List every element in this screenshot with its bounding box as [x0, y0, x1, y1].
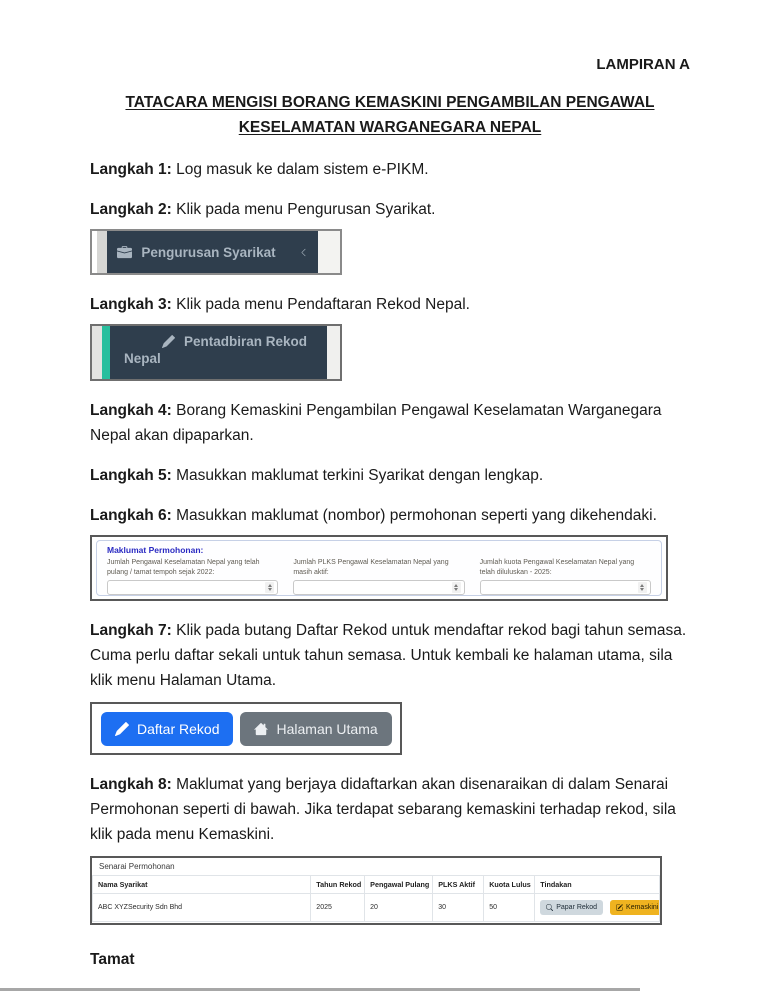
table-header-row	[93, 876, 660, 894]
title-line-1: TATACARA MENGISI BORANG KEMASKINI PENGAMBILAN PENGAWAL	[125, 94, 655, 111]
step-8-label: Langkah 8:	[90, 776, 172, 793]
number-input-pulang[interactable]	[107, 580, 278, 595]
cell-nama-syarikat: ABC XYZSecurity Sdn Bhd	[93, 894, 311, 922]
screenshot-menu-pengurusan-syarikat	[90, 229, 342, 275]
step-8	[90, 772, 690, 847]
field-label: Jumlah kuota Pengawal Keselamatan Nepal yang telah diluluskan - 2025:	[479, 559, 635, 576]
step-7-text: Klik pada butang Daftar Rekod untuk mendaftar rekod bagi tahun semasa. Cuma perlu daftar sekali untuk tahun semasa. Untuk kembali ke halaman utama, sila klik menu Halaman Utama.	[90, 622, 687, 689]
pencil-icon	[115, 722, 129, 736]
table-row	[93, 894, 660, 922]
number-input-plks-aktif[interactable]	[293, 580, 464, 595]
step-6-text: Masukkan maklumat (nombor) permohonan seperti yang dikehendaki.	[171, 507, 657, 524]
form-panel	[96, 540, 662, 596]
form-section-title: Maklumat Permohonan:	[107, 545, 204, 555]
step-1	[90, 157, 690, 182]
button-label: Daftar Rekod	[137, 720, 220, 737]
field-label: Jumlah Pengawal Keselamatan Nepal yang telah pulang / tamat tempoh sejak 2022:	[107, 559, 260, 576]
col-nama-syarikat: Nama Syarikat	[93, 876, 311, 894]
step-3-text: Klik pada menu Pendaftaran Rekod Nepal.	[171, 296, 470, 313]
halaman-utama-button[interactable]	[240, 712, 391, 746]
step-5	[90, 463, 690, 488]
form-field-pulang	[107, 558, 278, 595]
cell-pengawal-pulang: 20	[365, 894, 433, 922]
step-1-label: Langkah 1:	[90, 161, 172, 178]
screenshot-senarai-permohonan	[90, 856, 662, 925]
pencil-square-icon	[616, 904, 623, 911]
button-label: Papar Rekod	[556, 904, 598, 911]
screenshot-gray-strip	[92, 326, 102, 379]
spinner-down-icon	[640, 588, 644, 591]
cell-plks-aktif: 30	[433, 894, 484, 922]
step-4-label: Langkah 4:	[90, 402, 172, 419]
screenshot-action-buttons	[90, 702, 402, 755]
step-7	[90, 618, 690, 693]
papar-rekod-button[interactable]	[540, 900, 603, 915]
spinner-down-icon	[268, 588, 272, 591]
col-tindakan: Tindakan	[535, 876, 660, 894]
number-input-kuota[interactable]	[480, 580, 651, 595]
number-spinner[interactable]	[452, 582, 461, 593]
senarai-table	[92, 875, 660, 922]
step-3-label: Langkah 3:	[90, 296, 172, 313]
title-line-2: KESELAMATAN WARGANEGARA NEPAL	[238, 119, 542, 136]
step-5-label: Langkah 5:	[90, 467, 172, 484]
cell-tindakan	[535, 894, 660, 922]
step-5-text: Masukkan maklumat terkini Syarikat dengan lengkap.	[171, 467, 544, 484]
menu-label-line1: Pentadbiran Rekod	[184, 334, 308, 349]
kemaskini-button[interactable]	[610, 900, 659, 915]
daftar-rekod-button[interactable]	[101, 712, 233, 746]
form-field-plks-aktif	[293, 558, 464, 595]
menu-item-pentadbiran-rekod-nepal[interactable]	[110, 326, 327, 379]
end-label: Tamat	[90, 951, 135, 968]
step-4	[90, 398, 690, 448]
step-7-label: Langkah 7:	[90, 622, 172, 639]
col-tahun-rekod: Tahun Rekod	[311, 876, 365, 894]
cell-tahun-rekod: 2025	[311, 894, 365, 922]
menu-item-pengurusan-syarikat[interactable]	[107, 231, 318, 273]
spinner-up-icon	[268, 584, 272, 587]
step-3	[90, 292, 690, 317]
button-label: Kemaskini	[626, 904, 659, 911]
page-edge-bar	[0, 988, 640, 991]
screenshot-menu-pentadbiran-rekod	[90, 324, 342, 381]
col-plks-aktif: PLKS Aktif	[433, 876, 484, 894]
search-icon	[546, 904, 553, 911]
spinner-down-icon	[454, 588, 458, 591]
step-8-text: Maklumat yang berjaya didaftarkan akan disenaraikan di dalam Senarai Permohonan seperti di bawah. Jika terdapat sebarang kemaskini terhadap rekod, sila klik pada menu Kemaskini.	[90, 776, 676, 843]
step-1-text: Log masuk ke dalam sistem e-PIKM.	[171, 161, 429, 178]
briefcase-icon	[117, 245, 132, 260]
step-2-label: Langkah 2:	[90, 201, 172, 218]
field-label: Jumlah PLKS Pengawal Keselamatan Nepal yang masih aktif:	[293, 559, 449, 576]
corner-label: LAMPIRAN A	[596, 56, 690, 73]
spinner-up-icon	[640, 584, 644, 587]
menu-label: Pengurusan Syarikat	[141, 244, 276, 260]
col-kuota-lulus: Kuota Lulus	[484, 876, 535, 894]
pencil-icon	[162, 335, 175, 348]
screenshot-maklumat-permohonan-form	[90, 535, 668, 601]
form-field-kuota	[480, 558, 651, 595]
page-title	[90, 90, 690, 140]
home-icon	[254, 722, 268, 736]
button-label: Halaman Utama	[276, 720, 378, 737]
spinner-up-icon	[454, 584, 458, 587]
screenshot-right-margin	[327, 326, 340, 379]
step-2-text: Klik pada menu Pengurusan Syarikat.	[171, 201, 436, 218]
number-spinner[interactable]	[265, 582, 274, 593]
step-6-label: Langkah 6:	[90, 507, 172, 524]
col-pengawal-pulang: Pengawal Pulang	[365, 876, 433, 894]
step-4-text: Borang Kemaskini Pengambilan Pengawal Keselamatan Warganegara Nepal akan dipaparkan.	[90, 402, 662, 444]
number-spinner[interactable]	[638, 582, 647, 593]
menu-label-line2: Nepal	[124, 351, 161, 366]
screenshot-gray-strip	[97, 231, 107, 273]
step-6	[90, 503, 690, 528]
table-title: Senarai Permohonan	[99, 862, 175, 871]
active-menu-stripe	[102, 326, 110, 379]
cell-kuota-lulus: 50	[484, 894, 535, 922]
step-2	[90, 197, 690, 222]
chevron-left-icon	[299, 248, 308, 257]
screenshot-right-margin	[318, 231, 340, 273]
